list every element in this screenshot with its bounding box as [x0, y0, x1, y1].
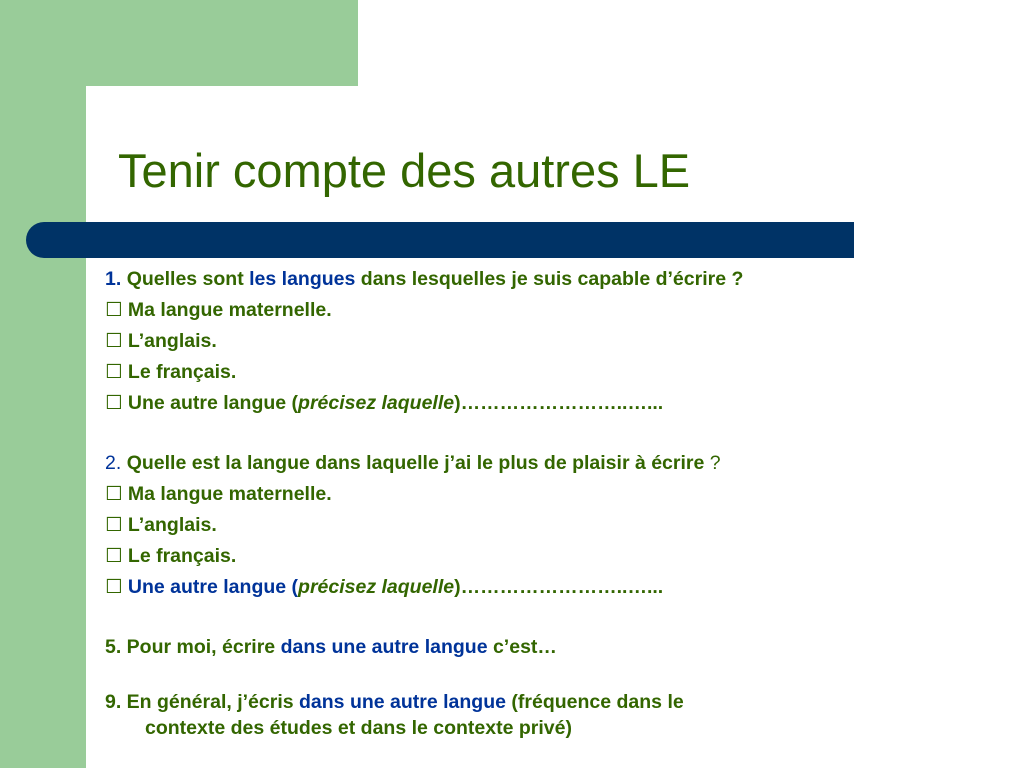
- option-label: Le français.: [127, 545, 237, 567]
- q2-option-english: [105, 510, 1005, 541]
- q1-option-mother-tongue: [105, 295, 1005, 326]
- option-label: Ma langue maternelle.: [127, 483, 332, 505]
- question-5: [105, 632, 1005, 663]
- option-label: Le français.: [127, 361, 237, 383]
- green-sidebar: [0, 0, 86, 768]
- question-1-number: 1.: [105, 268, 122, 290]
- checkbox-icon[interactable]: ☐: [105, 361, 123, 383]
- checkbox-icon[interactable]: ☐: [105, 483, 123, 505]
- q1-option-other-language: [105, 388, 1005, 419]
- slide-title: Tenir compte des autres LE: [118, 144, 691, 197]
- option-label-dots: )……………………..…...: [454, 576, 664, 598]
- checkbox-icon[interactable]: ☐: [105, 514, 123, 536]
- green-top-band: [0, 0, 358, 86]
- slide-content: [105, 264, 1005, 741]
- q2-option-french: [105, 541, 1005, 572]
- option-label-prefix: Une autre langue (: [127, 392, 299, 414]
- q1-option-english: [105, 326, 1005, 357]
- spacer: [105, 603, 1005, 632]
- question-1-text-emphasis: les langues: [249, 268, 356, 290]
- question-9: [105, 689, 1005, 741]
- question-9-text-emphasis: dans une autre langue: [299, 691, 506, 713]
- question-1-text-end: dans lesquelles je suis capable d’écrire ?: [355, 268, 744, 290]
- spacer: [105, 663, 1005, 685]
- checkbox-icon[interactable]: ☐: [105, 330, 123, 352]
- question-5-text-emphasis: dans une autre langue: [280, 636, 488, 658]
- question-1: [105, 264, 1005, 295]
- question-9-continuation: contexte des études et dans le contexte privé): [145, 717, 572, 739]
- question-9-text-start: 9. En général, j’écris: [105, 691, 300, 713]
- option-label-italic: précisez laquelle: [298, 576, 455, 598]
- q2-option-mother-tongue: [105, 479, 1005, 510]
- option-label-italic: précisez laquelle: [298, 392, 455, 414]
- checkbox-icon[interactable]: ☐: [105, 576, 123, 598]
- option-label: L’anglais.: [127, 330, 217, 352]
- title-underline-bar: [26, 222, 854, 258]
- question-5-text-end: c’est…: [487, 636, 557, 658]
- question-5-text-start: 5. Pour moi, écrire: [105, 636, 281, 658]
- question-2-mark: ?: [704, 452, 721, 474]
- question-9-text-end: (fréquence dans le: [505, 691, 684, 713]
- question-1-text-start: Quelles sont: [126, 268, 250, 290]
- option-label: Ma langue maternelle.: [127, 299, 332, 321]
- q1-option-french: [105, 357, 1005, 388]
- checkbox-icon[interactable]: ☐: [105, 545, 123, 567]
- checkbox-icon[interactable]: ☐: [105, 299, 123, 321]
- question-2-number: 2.: [105, 452, 122, 474]
- q2-option-other-language: [105, 572, 1005, 603]
- option-label-prefix: Une autre langue (: [127, 576, 299, 598]
- question-2: [105, 448, 1005, 479]
- question-2-text: Quelle est la langue dans laquelle j’ai le plus de plaisir à écrire: [126, 452, 705, 474]
- option-label: L’anglais.: [127, 514, 217, 536]
- option-label-dots: )……………………..…...: [454, 392, 664, 414]
- checkbox-icon[interactable]: ☐: [105, 392, 123, 414]
- spacer: [105, 419, 1005, 448]
